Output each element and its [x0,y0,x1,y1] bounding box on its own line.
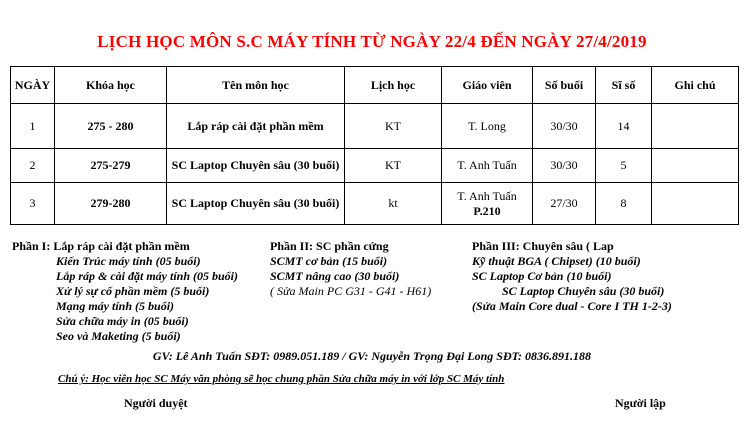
table-row [11,149,739,183]
table-row [11,183,739,225]
header-ngay: NGÀY [11,67,55,104]
page-title: LỊCH HỌC MÔN S.C MÁY TÍNH TỪ NGÀY 22/4 ĐẾN NGÀY 27/4/2019 [97,32,647,51]
part1-item: Mạng máy tính (5 buổi) [56,299,175,313]
cell-ngay: 2 [11,149,55,183]
header-giao-vien: Giáo viên [442,67,533,104]
part3-item: (Sửa Main Core dual - Core I TH 1-2-3) [472,299,672,313]
cell-lich-hoc: KT [345,104,442,149]
cell-so-buoi: 30/30 [533,149,596,183]
cell-khoa-hoc: 275 - 280 [55,104,167,149]
cell-ngay: 1 [11,104,55,149]
room-number: P.210 [473,203,501,218]
part2-item: SCMT cơ bản (15 buổi) [270,254,388,268]
cell-lich-hoc: KT [345,149,442,183]
cell-ten-mon-hoc: Lắp ráp cài đặt phần mềm [167,104,345,149]
cell-so-buoi: 30/30 [533,104,596,149]
part2-heading: Phần II: SC phần cứng [270,239,389,253]
part1-block [12,239,238,344]
cell-khoa-hoc: 279-280 [55,183,167,225]
cell-giao-vien [442,149,533,183]
footnote: Chú ý: Học viên học SC Máy văn phòng sẽ học chung phần Sửa chữa máy in với lớp SC Máy tính [58,373,505,385]
part2-block [270,239,431,299]
part1-item: Xử lý sự cố phần mềm (5 buổi) [56,284,210,298]
cell-ghi-chu [652,104,739,149]
cell-so-buoi: 27/30 [533,183,596,225]
approver-signature: Người duyệt [124,396,188,410]
part1-item: Lắp ráp & cài đặt máy tính (05 buổi) [56,269,239,283]
cell-si-so: 8 [596,183,652,225]
cell-khoa-hoc: 275-279 [55,149,167,183]
part1-item: Seo và Maketing (5 buổi) [56,329,181,343]
cell-si-so: 5 [596,149,652,183]
teacher-name: T. Anh Tuấn [457,188,517,203]
schedule-table [10,66,739,225]
part1-item: Sửa chữa máy in (05 buổi) [56,314,189,328]
part3-block [472,239,642,254]
header-ten-mon-hoc: Tên môn học [167,67,345,104]
header-lich-hoc: Lịch học [345,67,442,104]
header-si-so: Sĩ số [596,67,652,104]
header-ghi-chu: Ghi chú [652,67,739,104]
part3-items [472,254,672,314]
teacher-name: T. Anh Tuấn [457,158,517,172]
part3-item: Kỹ thuật BGA ( Chipset) (10 buổi) [472,254,641,268]
table-row [11,104,739,149]
cell-lich-hoc: kt [345,183,442,225]
part1-heading: Phần I: Lắp ráp cài đặt phần mềm [12,239,190,253]
part1-item: Kiến Trúc máy tính (05 buổi) [56,254,201,268]
part3-item: SC Laptop Cơ bản (10 buổi) [472,269,612,283]
header-khoa-hoc: Khóa học [55,67,167,104]
cell-ghi-chu [652,183,739,225]
cell-giao-vien [442,183,533,225]
header-so-buoi: Số buổi [533,67,596,104]
cell-si-so: 14 [596,104,652,149]
part3-item: SC Laptop Chuyên sâu (30 buổi) [502,284,665,298]
cell-ten-mon-hoc: SC Laptop Chuyên sâu (30 buổi) [167,183,345,225]
teacher-contacts: GV: Lê Anh Tuấn SĐT: 0989.051.189 / GV: Nguyễn Trọng Đại Long SĐT: 0836.891.188 [152,349,592,363]
part2-item: SCMT nâng cao (30 buổi) [270,269,400,283]
cell-ngay: 3 [11,183,55,225]
cell-giao-vien [442,104,533,149]
cell-ghi-chu [652,149,739,183]
part3-heading: Phần III: Chuyên sâu ( Lap [472,239,614,253]
table-header-row [11,67,739,104]
cell-ten-mon-hoc: SC Laptop Chuyên sâu (30 buổi) [167,149,345,183]
part2-note: ( Sửa Main PC G31 - G41 - H61) [270,284,432,298]
teacher-name: T. Long [468,118,506,133]
creator-signature: Người lập [615,396,666,410]
